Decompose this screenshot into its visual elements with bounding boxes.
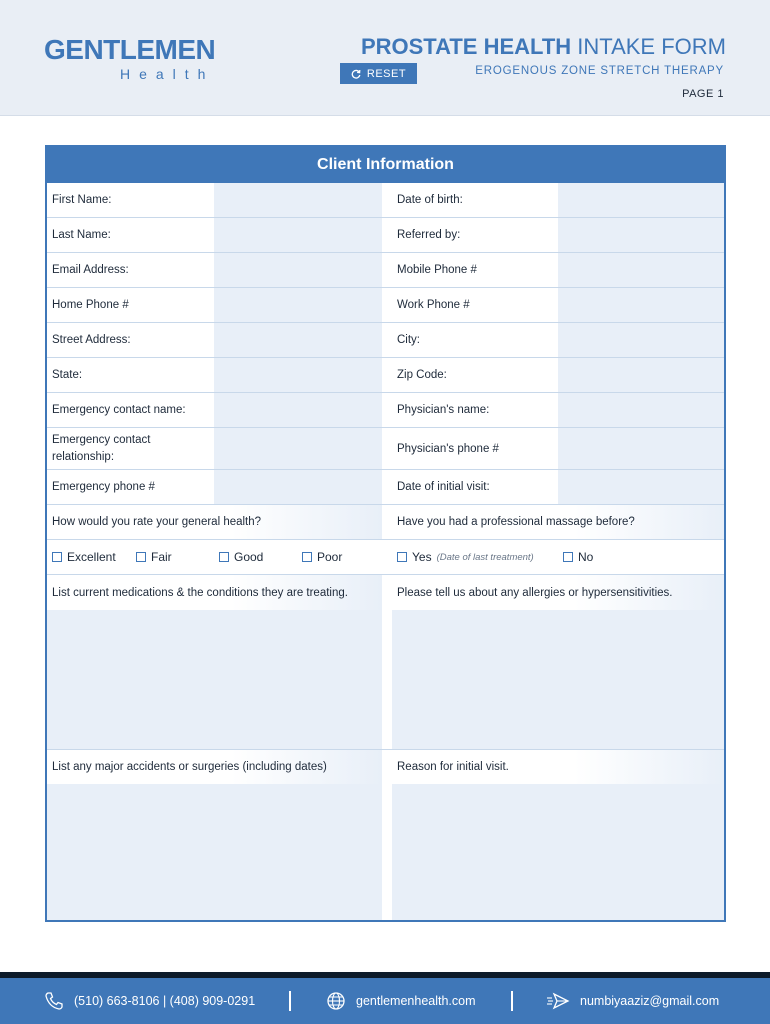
- reset-label: RESET: [366, 67, 407, 80]
- accidents-textarea[interactable]: [47, 784, 382, 920]
- form-row: [47, 470, 724, 505]
- physician-name-input[interactable]: [558, 393, 724, 427]
- form-row: [47, 428, 724, 470]
- field-label: First Name:: [47, 183, 214, 217]
- field-label: Zip Code:: [392, 358, 558, 392]
- massage-question: Have you had a professional massage before?: [392, 505, 724, 539]
- zip-code-input[interactable]: [558, 358, 724, 392]
- option-excellent[interactable]: [52, 540, 116, 574]
- checkbox[interactable]: [397, 552, 407, 562]
- first-name-input[interactable]: [214, 183, 382, 217]
- globe-icon: [326, 991, 346, 1011]
- footer-separator: [511, 991, 513, 1011]
- footer-phones: [44, 978, 255, 1024]
- option-label: Excellent: [67, 550, 116, 564]
- option-good[interactable]: [219, 540, 263, 574]
- field-label: Work Phone #: [392, 288, 558, 322]
- accidents-question: List any major accidents or surgeries (including dates): [47, 750, 382, 784]
- page-number: PAGE 1: [682, 88, 724, 100]
- footer-email-link[interactable]: numbiyaaziz@gmail.com: [580, 994, 720, 1008]
- last-name-input[interactable]: [214, 218, 382, 252]
- form-title: [361, 34, 726, 60]
- checkbox[interactable]: [563, 552, 573, 562]
- field-label: Date of birth:: [392, 183, 558, 217]
- field-label: Physician's phone #: [392, 428, 558, 469]
- option-label: Fair: [151, 550, 172, 564]
- referred-by-input[interactable]: [558, 218, 724, 252]
- field-label: Date of initial visit:: [392, 470, 558, 504]
- field-label: City:: [392, 323, 558, 357]
- footer-website-link[interactable]: gentlemenhealth.com: [356, 994, 476, 1008]
- question-row: [47, 575, 724, 610]
- date-of-birth-input[interactable]: [558, 183, 724, 217]
- health-question: How would you rate your general health?: [47, 505, 382, 539]
- form-row: [47, 218, 724, 253]
- reset-button[interactable]: [340, 63, 417, 84]
- option-yes[interactable]: [397, 540, 534, 574]
- form-title-light: INTAKE FORM: [577, 34, 726, 59]
- field-label: Physician's name:: [392, 393, 558, 427]
- footer-email[interactable]: [546, 978, 719, 1024]
- city-input[interactable]: [558, 323, 724, 357]
- section-title: Client Information: [47, 147, 724, 183]
- field-label: Emergency contact name:: [47, 393, 214, 427]
- field-label: Emergency contact relationship:: [47, 428, 187, 469]
- logo-subword: Health: [120, 66, 215, 82]
- phone-icon: [44, 991, 64, 1011]
- field-label: Referred by:: [392, 218, 558, 252]
- footer-website[interactable]: [326, 978, 476, 1024]
- form-row: [47, 393, 724, 428]
- send-mail-icon: [546, 991, 570, 1011]
- form-row: [47, 183, 724, 218]
- form-row: [47, 358, 724, 393]
- home-phone-input[interactable]: [214, 288, 382, 322]
- option-label: No: [578, 550, 594, 564]
- option-label: Poor: [317, 550, 343, 564]
- option-poor[interactable]: [302, 540, 342, 574]
- option-label: Good: [234, 550, 264, 564]
- physician-phone-input[interactable]: [558, 428, 724, 469]
- form-title-bold: PROSTATE HEALTH: [360, 34, 572, 59]
- option-label: Yes: [412, 550, 432, 564]
- reason-textarea[interactable]: [392, 784, 724, 920]
- page-header: [0, 0, 770, 116]
- form-row: [47, 288, 724, 323]
- question-row: [47, 749, 724, 784]
- reason-question: Reason for initial visit.: [392, 750, 724, 784]
- state-input[interactable]: [214, 358, 382, 392]
- logo-word: GENTLEMEN: [44, 34, 216, 65]
- options-row: [47, 540, 724, 575]
- field-label: Email Address:: [47, 253, 214, 287]
- field-label: Street Address:: [47, 323, 214, 357]
- field-label: Emergency phone #: [47, 470, 214, 504]
- option-fair[interactable]: [136, 540, 172, 574]
- emergency-contact-name-input[interactable]: [214, 393, 382, 427]
- emergency-contact-relationship-input[interactable]: [214, 428, 382, 469]
- checkbox[interactable]: [219, 552, 229, 562]
- work-phone-input[interactable]: [558, 288, 724, 322]
- field-label: Home Phone #: [47, 288, 214, 322]
- mobile-phone-input[interactable]: [558, 253, 724, 287]
- street-address-input[interactable]: [214, 323, 382, 357]
- gentlemen-health-logo: [44, 34, 224, 84]
- form-row: [47, 253, 724, 288]
- footer-separator: [289, 991, 291, 1011]
- field-label: Last Name:: [47, 218, 214, 252]
- checkbox[interactable]: [52, 552, 62, 562]
- checkbox[interactable]: [136, 552, 146, 562]
- email-input[interactable]: [214, 253, 382, 287]
- date-of-initial-visit-input[interactable]: [558, 470, 724, 504]
- footer-phone-numbers: (510) 663-8106 | (408) 909-0291: [74, 994, 256, 1008]
- page-footer: [0, 978, 770, 1024]
- medications-textarea[interactable]: [47, 610, 382, 749]
- checkbox[interactable]: [302, 552, 312, 562]
- option-note: (Date of last treatment): [436, 551, 534, 563]
- emergency-phone-input[interactable]: [214, 470, 382, 504]
- client-information-form: [45, 145, 726, 922]
- question-row: [47, 505, 724, 540]
- form-subtitle: EROGENOUS ZONE STRETCH THERAPY: [475, 65, 724, 77]
- allergies-question: Please tell us about any allergies or hypersensitivities.: [392, 575, 724, 610]
- medications-question: List current medications & the conditions they are treating.: [47, 575, 382, 610]
- field-label: Mobile Phone #: [392, 253, 558, 287]
- allergies-textarea[interactable]: [392, 610, 724, 749]
- form-row: [47, 323, 724, 358]
- reset-icon: [351, 69, 361, 79]
- field-label: State:: [47, 358, 214, 392]
- option-no[interactable]: [563, 540, 593, 574]
